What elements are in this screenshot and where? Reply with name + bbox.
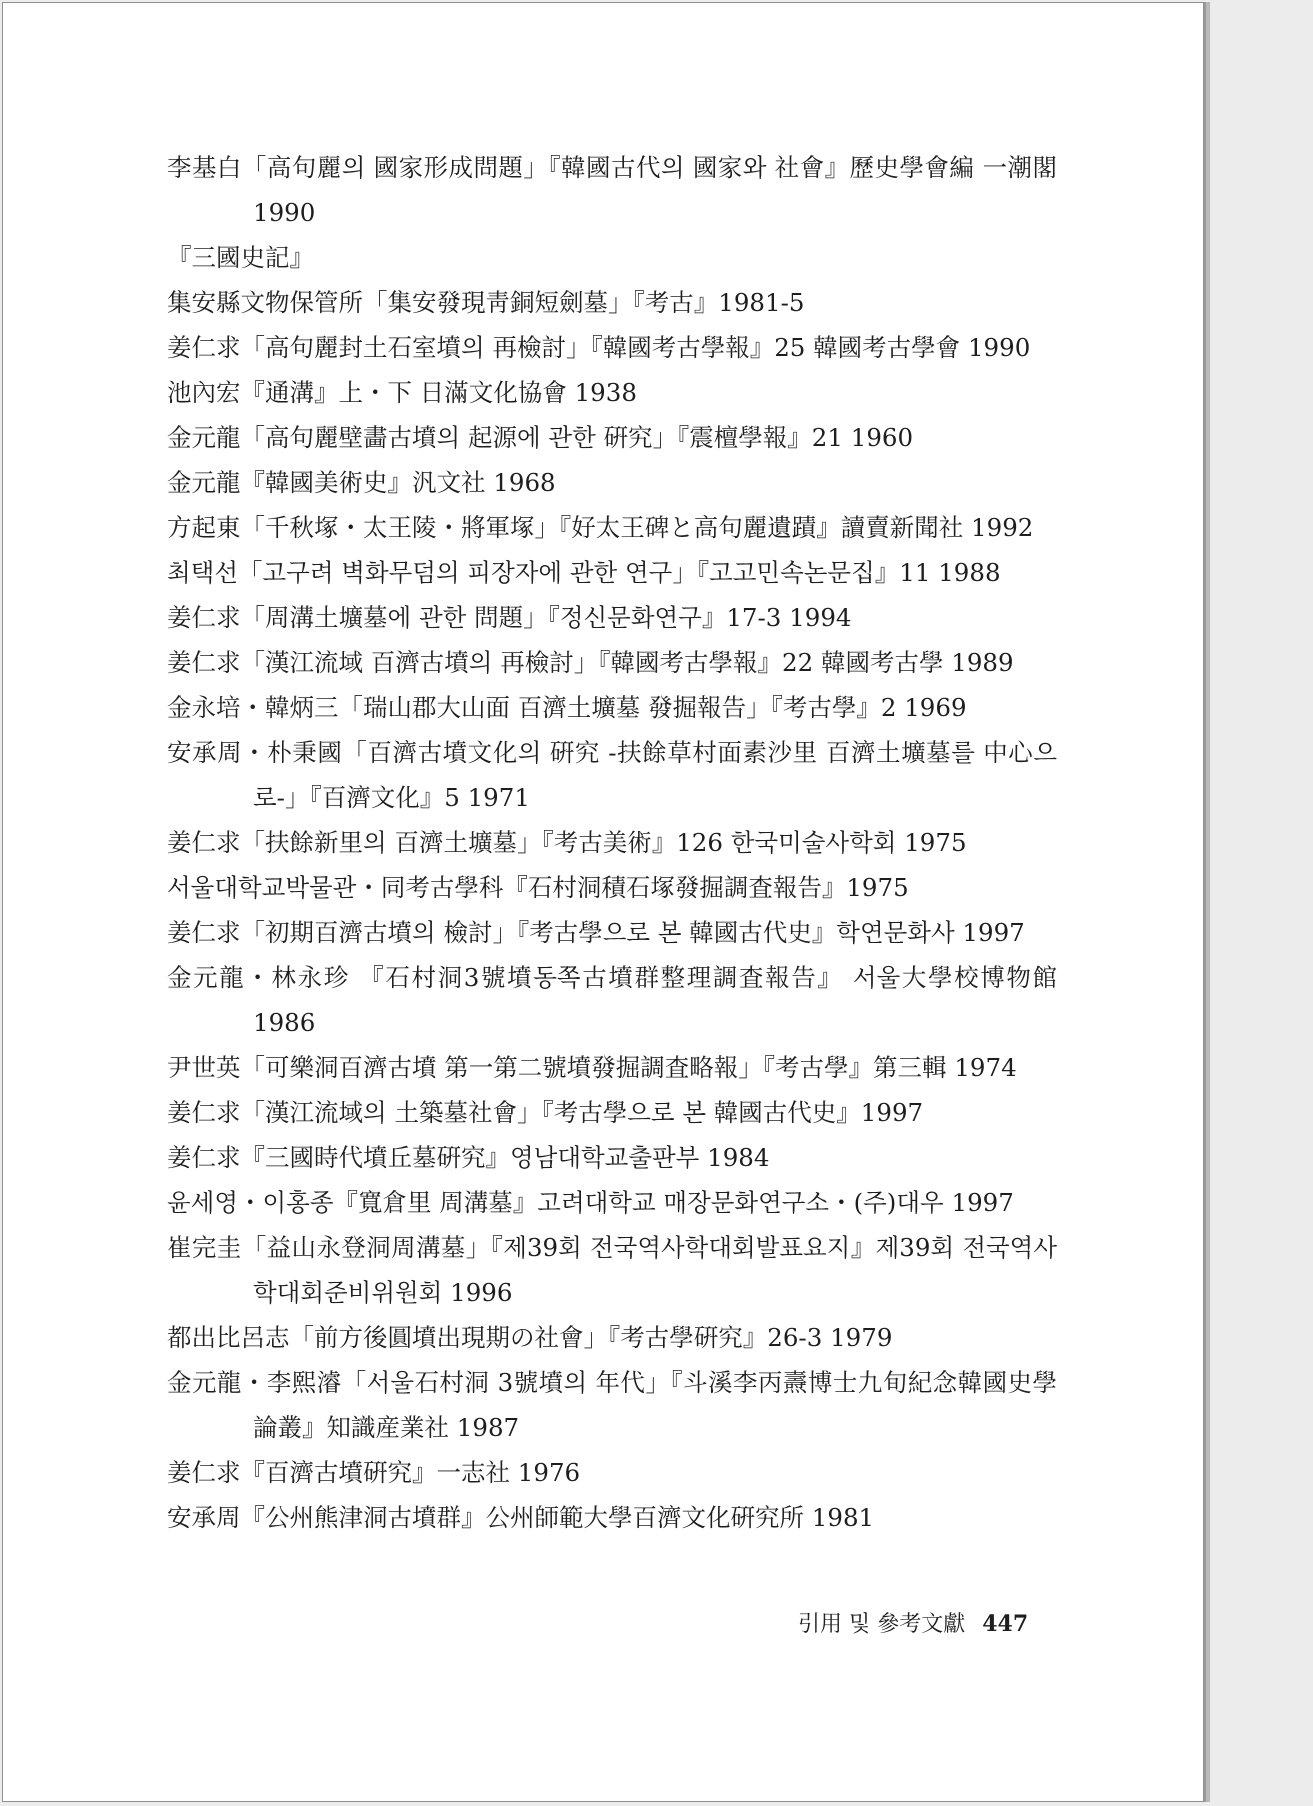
- reference-entry: 姜仁求「漢江流域 百濟古墳의 再檢討」『韓國考古學報』22 韓國考古學 1989: [167, 648, 1014, 677]
- reference-entry: 姜仁求「周溝土壙墓에 관한 問題」『정신문화연구』17-3 1994: [167, 603, 852, 632]
- reference-entry: 金元龍・李熙濬「서울石村洞 3號墳의 年代」『斗溪李丙燾博士九旬紀念韓國史學論叢』知識産業社 1987: [167, 1368, 1057, 1442]
- reference-entry: 『三國史記』: [167, 243, 314, 272]
- reference-list: [167, 145, 1057, 1540]
- reference-entry: 姜仁求「漢江流域의 土築墓社會」『考古學으로 본 韓國古代史』1997: [167, 1098, 924, 1127]
- reference-entry: 서울대학교박물관・同考古學科『石村洞積石塚發掘調査報告』1975: [167, 873, 909, 902]
- reference-entry: 윤세영・이홍종『寬倉里 周溝墓』고려대학교 매장문화연구소・(주)대우 1997: [167, 1188, 1014, 1217]
- reference-entry: 姜仁求「初期百濟古墳의 檢討」『考古學으로 본 韓國古代史』학연문화사 1997: [167, 918, 1025, 947]
- reference-entry: 姜仁求「扶餘新里의 百濟土壙墓」『考古美術』126 한국미술사학회 1975: [167, 828, 967, 857]
- reference-entry: 金永培・韓炳三「瑞山郡大山面 百濟土壙墓 發掘報告」『考古學』2 1969: [167, 693, 967, 722]
- reference-entry: 集安縣文物保管所「集安發現靑銅短劍墓」『考古』1981-5: [167, 288, 805, 317]
- reference-entry: 都出比呂志「前方後圓墳出現期の社會」『考古學硏究』26-3 1979: [167, 1323, 893, 1352]
- page-number: 447: [982, 1611, 1029, 1637]
- reference-entry: 池內宏『通溝』上・下 日滿文化協會 1938: [167, 378, 637, 407]
- page-edge-shadow: [1206, 2, 1210, 1802]
- reference-entry: 金元龍「高句麗壁畵古墳의 起源에 관한 硏究」『震檀學報』21 1960: [167, 423, 914, 452]
- reference-entry: 金元龍・林永珍 『石村洞3號墳동쪽古墳群整理調査報告』 서울大學校博物館 1986: [167, 963, 1057, 1037]
- reference-entry: 姜仁求「高句麗封土石室墳의 再檢討」『韓國考古學報』25 韓國考古學會 1990: [167, 333, 1031, 362]
- page-footer: [798, 1607, 1028, 1638]
- reference-entry: 安承周・朴秉國「百濟古墳文化의 硏究 -扶餘草村面素沙里 百濟土壙墓를 中心으로-」『百濟文化』5 1971: [167, 738, 1057, 812]
- reference-entry: 尹世英「可樂洞百濟古墳 第一第二號墳發掘調査略報」『考古學』第三輯 1974: [167, 1053, 1017, 1082]
- reference-entry: 崔完圭「益山永登洞周溝墓」『제39회 전국역사학대회발표요지』제39회 전국역사학대회준비위원회 1996: [167, 1233, 1057, 1307]
- reference-entry: 方起東「千秋塚・太王陵・將軍塚」『好太王碑と高句麗遺蹟』讀賣新聞社 1992: [167, 513, 1034, 542]
- book-page: [2, 2, 1204, 1802]
- reference-entry: 姜仁求『三國時代墳丘墓硏究』영남대학교출판부 1984: [167, 1143, 770, 1172]
- reference-entry: 姜仁求『百濟古墳硏究』一志社 1976: [167, 1458, 581, 1487]
- footer-section-title: 引用 및 參考文獻: [798, 1612, 966, 1637]
- reference-entry: 金元龍『韓國美術史』汎文社 1968: [167, 468, 556, 497]
- reference-entry: 李基白「高句麗의 國家形成問題」『韓國古代의 國家와 社會』歷史學會編 一潮閣 1990: [167, 153, 1057, 227]
- reference-entry: 安承周『公州熊津洞古墳群』公州師範大學百濟文化硏究所 1981: [167, 1503, 875, 1532]
- reference-entry: 최택선「고구려 벽화무덤의 피장자에 관한 연구」『고고민속논문집』11 1988: [167, 558, 1001, 587]
